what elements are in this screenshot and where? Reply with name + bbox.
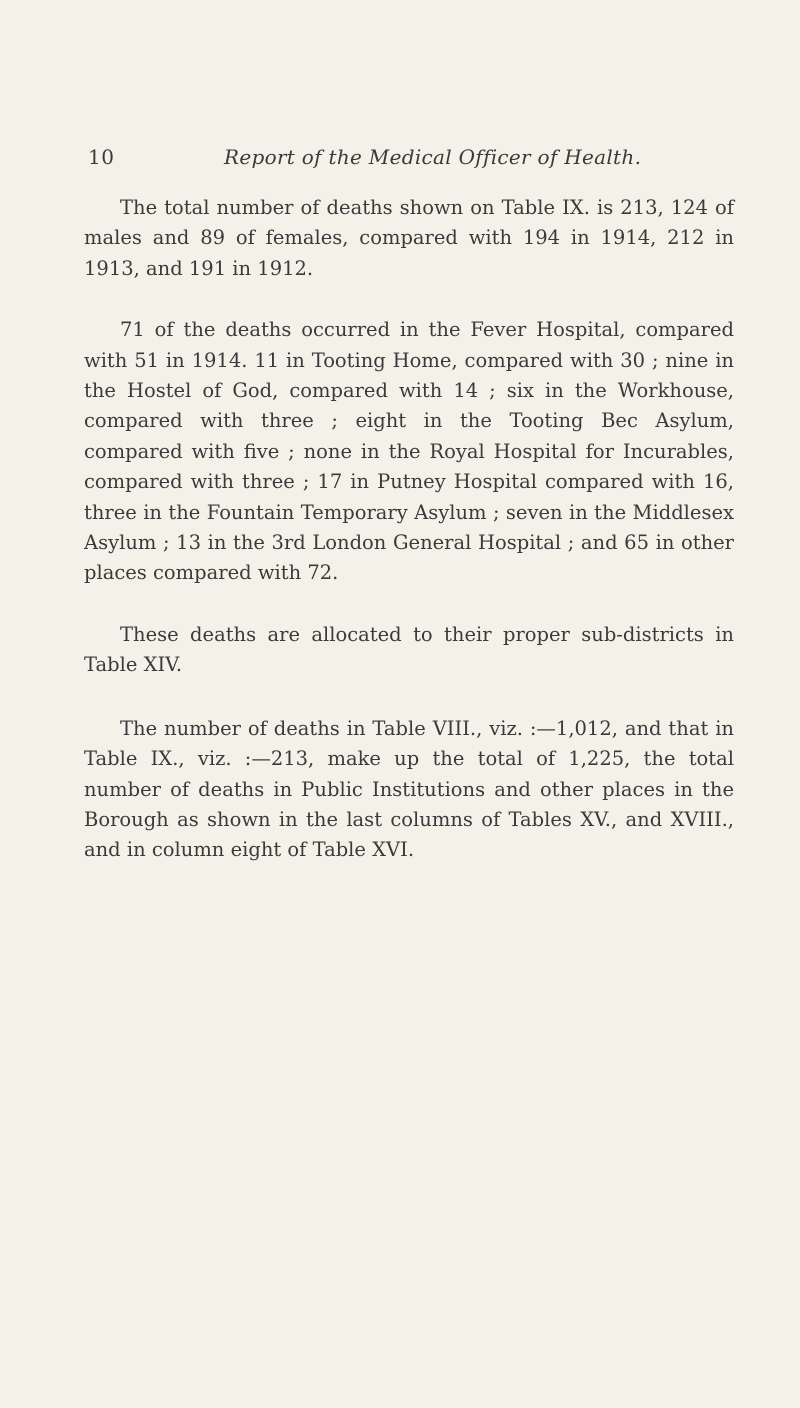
paragraph-sub-districts: These deaths are allocated to their proper sub-districts in Table XIV. [84,622,734,677]
paragraph-total-deaths: The total number of deaths shown on Table IX. is 213, 124 of males and 89 of females, compared with 194 in 1914, 212 in 1913, and 191 in 1912. [84,196,734,280]
body-text [84,193,734,866]
paragraph-institution-totals: The number of deaths in Table VIII., viz. :—1,012, and that in Table IX., viz. :—213, make up the total of 1,225, the total number of deaths in Public Institutions and other places in the Borough as shown in the last columns of Tables XV., and XVIII., and in column eight of Table XVI. [84,716,734,862]
running-header [88,145,728,175]
header-title: Report of the Medical Officer of Health. [224,145,642,169]
page-number: 10 [88,145,115,169]
paragraph-death-locations: 71 of the deaths occurred in the Fever Hospital, compared with 51 in 1914. 11 in Tooting Home, compared with 30 ; nine in the Hostel of God, compared with 14 ; six in the Workhouse, compared with three ; eight in the Tooting Bec Asylum, compared with five ; none in the Royal Hospital for Incurables, compared with three ; 17 in Putney Hospital compared with 16, three in the Fountain Temporary Asylum ; seven in the Middlesex Asylum ; 13 in the 3rd London General Hospital ; and 65 in other places compared with 72. [84,318,734,585]
